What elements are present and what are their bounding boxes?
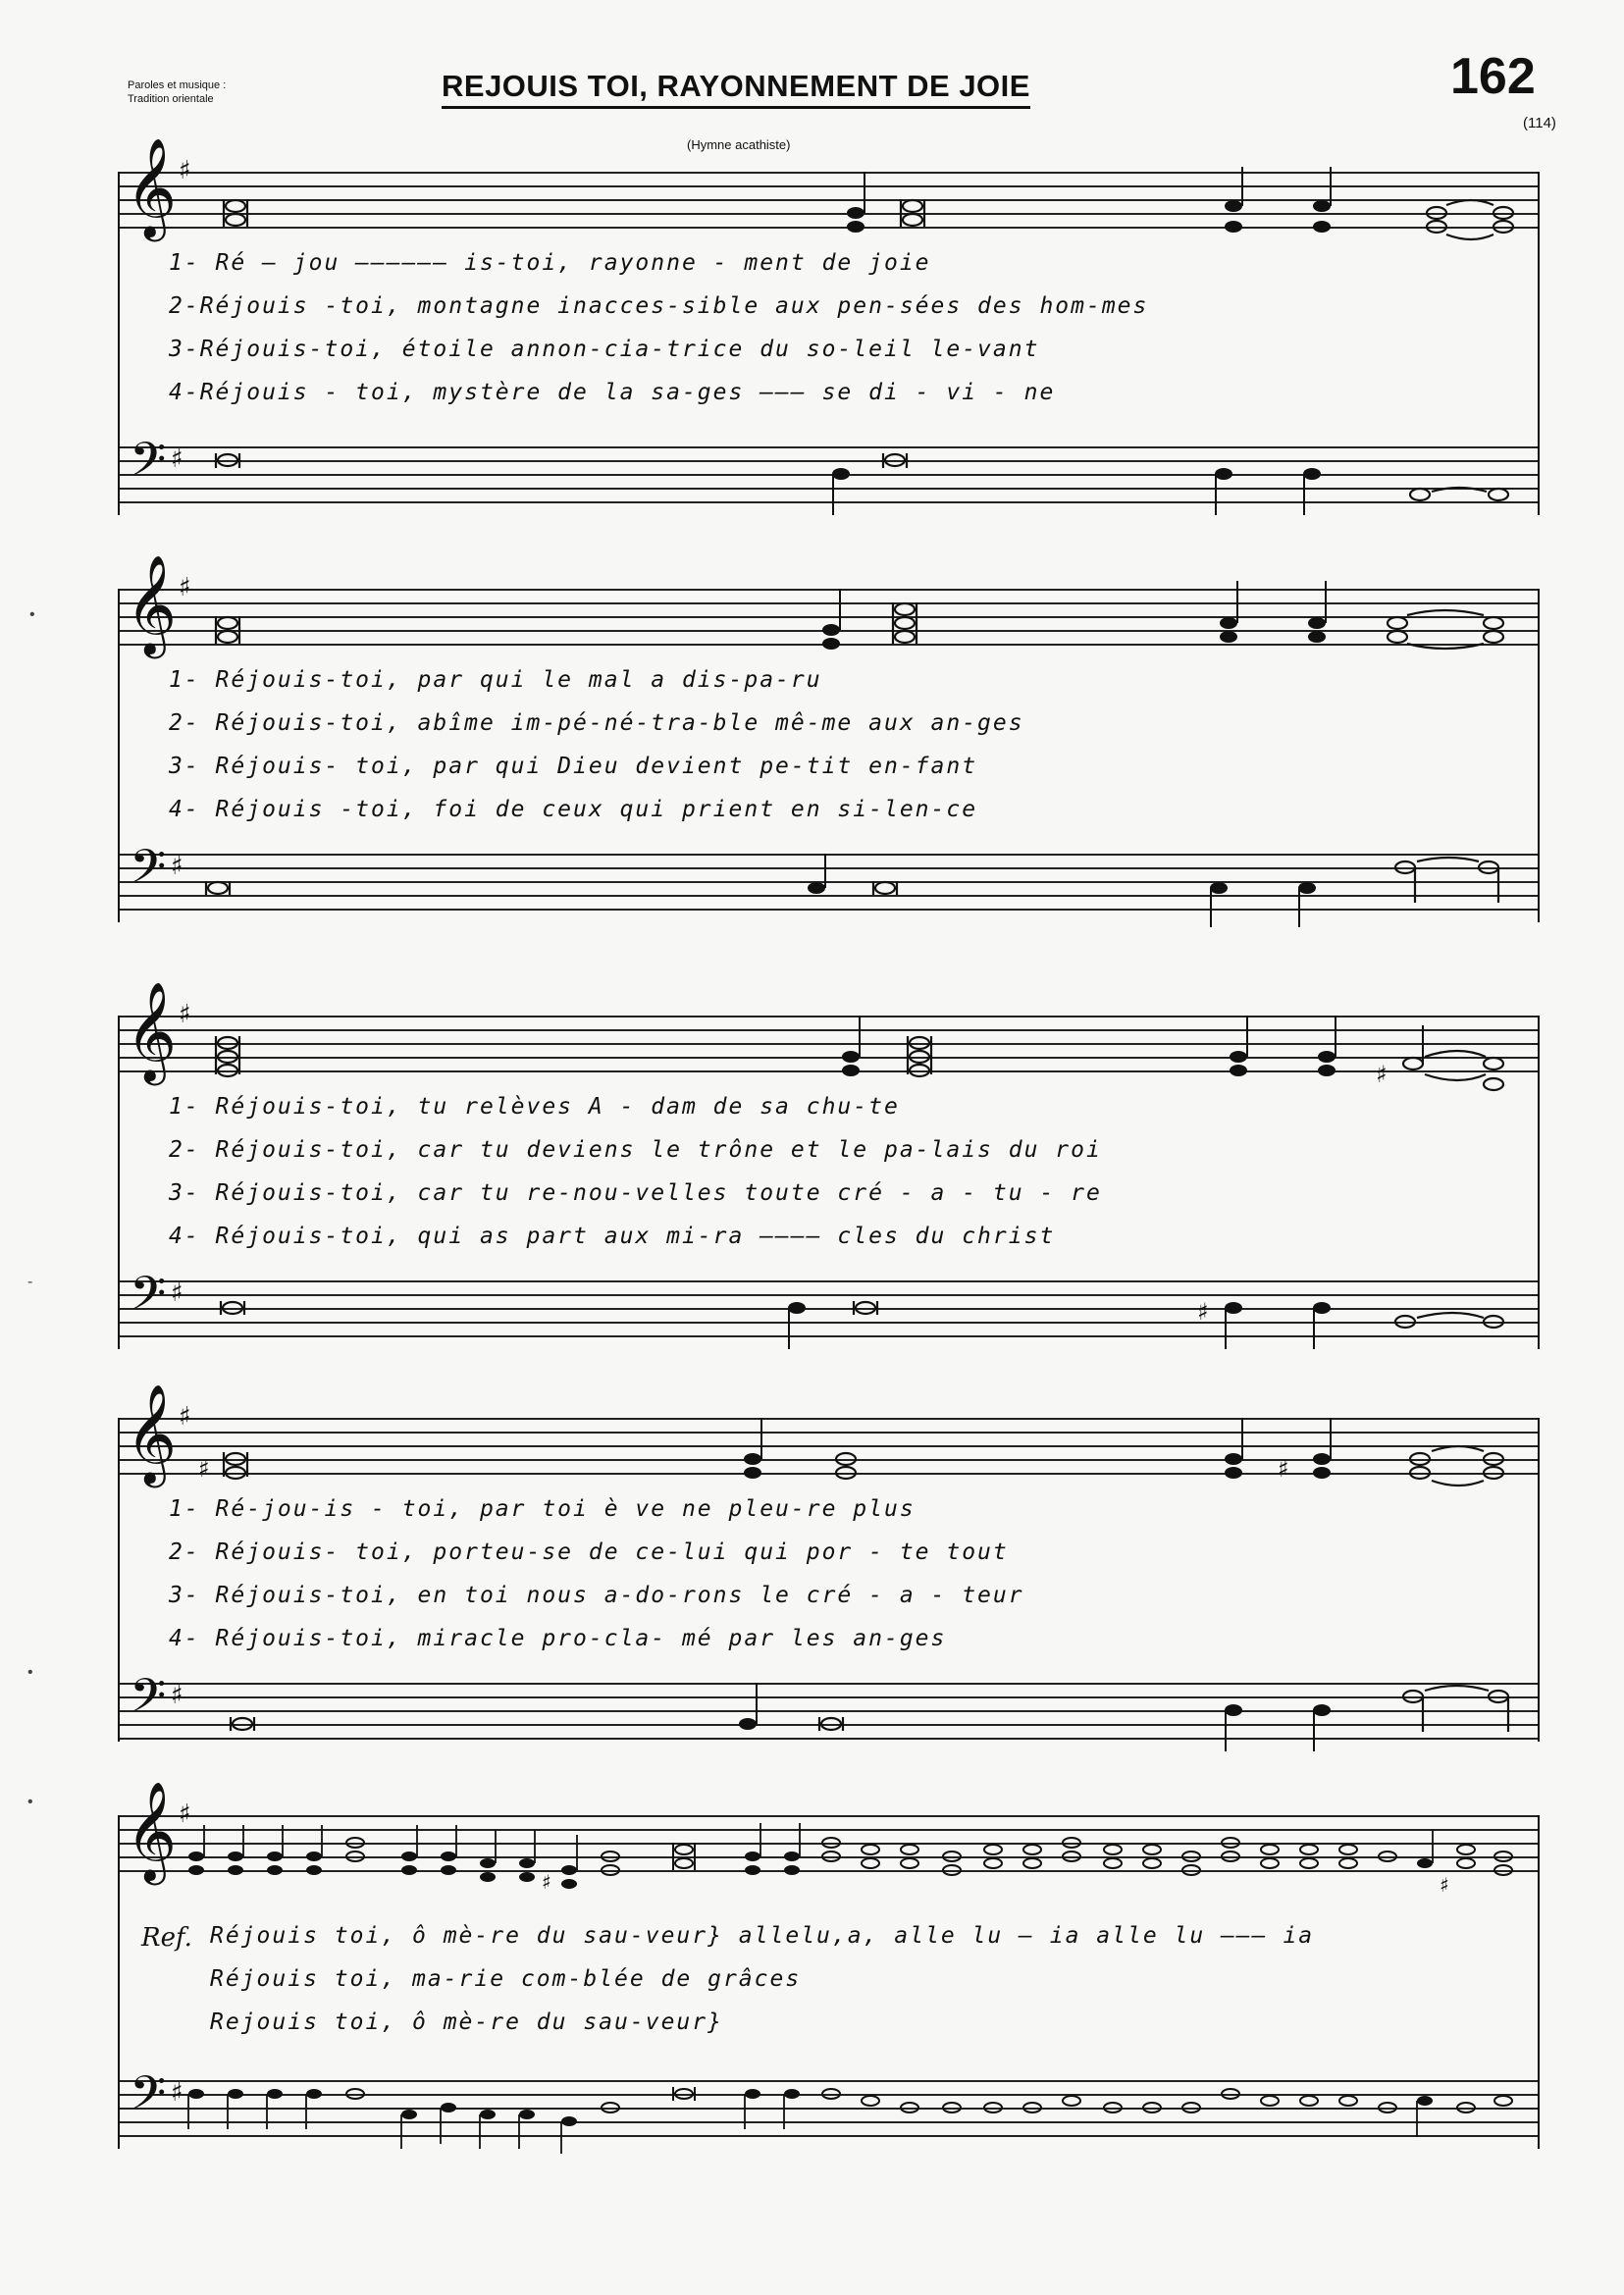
credits-line: Paroles et musique : (128, 79, 227, 91)
treble-notes (120, 589, 1538, 644)
treble-clef-icon: 𝄞 (126, 1780, 178, 1881)
sharp-icon: ♯ (179, 573, 191, 602)
svg-text:♯: ♯ (1440, 1873, 1449, 1897)
bass-notes (120, 1683, 1538, 1738)
bass-clef-icon: 𝄢 (130, 432, 167, 498)
music-system-4 (118, 1382, 1540, 1742)
page-title: REJOUIS TOI, RAYONNEMENT DE JOIE (442, 69, 1030, 109)
bass-staff (120, 2065, 1538, 2135)
lyric-line: Réjouis toi, ma-rie com-blée de grâces (210, 1966, 802, 1992)
bass-staff (120, 432, 1538, 501)
svg-text:♯: ♯ (1197, 1298, 1209, 1326)
treble-staff (120, 1382, 1538, 1484)
sharp-icon: ♯ (179, 1402, 191, 1432)
lyric-line: 1- Ré — jou —————— is-toi, rayonne - ment de joie (169, 250, 931, 276)
bass-staff (120, 839, 1538, 909)
lyric-line: 2-Réjouis -toi, montagne inacces-sible aux pen-sées des hom-mes (169, 293, 1149, 319)
lyric-line: 2- Réjouis-toi, car tu deviens le trône et le pa-lais du roi (169, 1137, 1102, 1163)
treble-notes (120, 1815, 1538, 1897)
treble-clef-icon: 𝄞 (126, 136, 178, 237)
margin-mark: - (27, 1274, 33, 1290)
bass-notes (120, 1280, 1538, 1335)
lyric-line: 4- Réjouis-toi, qui as part aux mi-ra ———— cles du christ (169, 1224, 1056, 1249)
svg-text:♯: ♯ (1278, 1455, 1289, 1483)
bass-staff (120, 1266, 1538, 1335)
hymn-number-alt: (114) (1523, 115, 1556, 131)
svg-text:♯: ♯ (542, 1870, 551, 1894)
treble-staff (120, 1780, 1538, 1897)
credits (128, 78, 226, 106)
bass-clef-icon: 𝄢 (130, 1668, 167, 1735)
bass-clef-icon: 𝄢 (130, 839, 167, 906)
margin-mark: • (27, 1664, 33, 1681)
sharp-icon: ♯ (171, 444, 183, 474)
lyric-line: 4- Réjouis-toi, miracle pro-cla- mé par les an-ges (169, 1626, 947, 1651)
bass-clef-icon: 𝄢 (130, 1266, 167, 1332)
hymn-number: 162 (1450, 48, 1536, 105)
sharp-icon: ♯ (171, 1681, 183, 1710)
treble-staff (120, 980, 1538, 1088)
lyric-line: 3- Réjouis- toi, par qui Dieu devient pe-tit en-fant (169, 754, 978, 779)
bass-notes (120, 2080, 1538, 2135)
bass-staff (120, 1668, 1538, 1738)
sharp-icon: ♯ (171, 852, 183, 881)
lyric-line: Rejouis toi, ô mè-re du sau-veur} (210, 2009, 723, 2035)
lyric-line: 3- Réjouis-toi, en toi nous a-do-rons le cré - a - teur (169, 1583, 1024, 1608)
lyric-line: 1- Réjouis-toi, par qui le mal a dis-pa-ru (169, 667, 822, 693)
music-system-3 (118, 980, 1540, 1349)
lyric-line: 1- Réjouis-toi, tu relèves A - dam de sa chu-te (169, 1094, 900, 1120)
bass-notes (120, 854, 1538, 909)
music-system-refrain (118, 1780, 1540, 2149)
treble-clef-icon: 𝄞 (126, 553, 178, 654)
lyric-line: 3-Réjouis-toi, étoile annon-cia-trice du so-leil le-vant (169, 337, 1040, 362)
sharp-icon: ♯ (179, 1000, 191, 1029)
credits-line: Tradition orientale (128, 93, 214, 105)
subtitle: (Hymne acathiste) (687, 137, 791, 152)
sharp-icon: ♯ (171, 1278, 183, 1308)
refrain-label: Ref. (141, 1923, 192, 1953)
treble-notes (120, 172, 1538, 227)
svg-text:♯: ♯ (198, 1455, 210, 1483)
bass-notes (120, 446, 1538, 501)
lyric-line: 2- Réjouis-toi, abîme im-pé-né-tra-ble mê-me aux an-ges (169, 710, 1024, 736)
lyric-line: 2- Réjouis- toi, porteu-se de ce-lui qui por - te tout (169, 1539, 1009, 1565)
treble-staff (120, 553, 1538, 654)
sharp-icon: ♯ (171, 2078, 183, 2108)
lyric-line: 1- Ré-jou-is - toi, par toi è ve ne pleu-re plus (169, 1496, 916, 1522)
treble-clef-icon: 𝄞 (126, 1382, 178, 1484)
treble-notes (120, 1418, 1538, 1483)
lyric-line: 4-Réjouis - toi, mystère de la sa-ges ——— se di - vi - ne (169, 380, 1056, 405)
margin-mark: • (27, 1794, 33, 1810)
lyric-line: 4- Réjouis -toi, foi de ceux qui prient en si-len-ce (169, 797, 978, 822)
sharp-icon: ♯ (179, 156, 191, 185)
music-system-2 (118, 553, 1540, 922)
lyric-line: 3- Réjouis-toi, car tu re-nou-velles toute cré - a - tu - re (169, 1180, 1102, 1206)
lyric-line: Réjouis toi, ô mè-re du sau-veur} allelu,a, alle lu — ia alle lu ——— ia (210, 1923, 1315, 1949)
margin-mark: • (29, 606, 35, 623)
sharp-icon: ♯ (179, 1799, 191, 1829)
bass-clef-icon: 𝄢 (130, 2065, 167, 2132)
treble-notes (120, 1016, 1538, 1088)
svg-text:♯: ♯ (1376, 1061, 1388, 1088)
treble-clef-icon: 𝄞 (126, 980, 178, 1081)
